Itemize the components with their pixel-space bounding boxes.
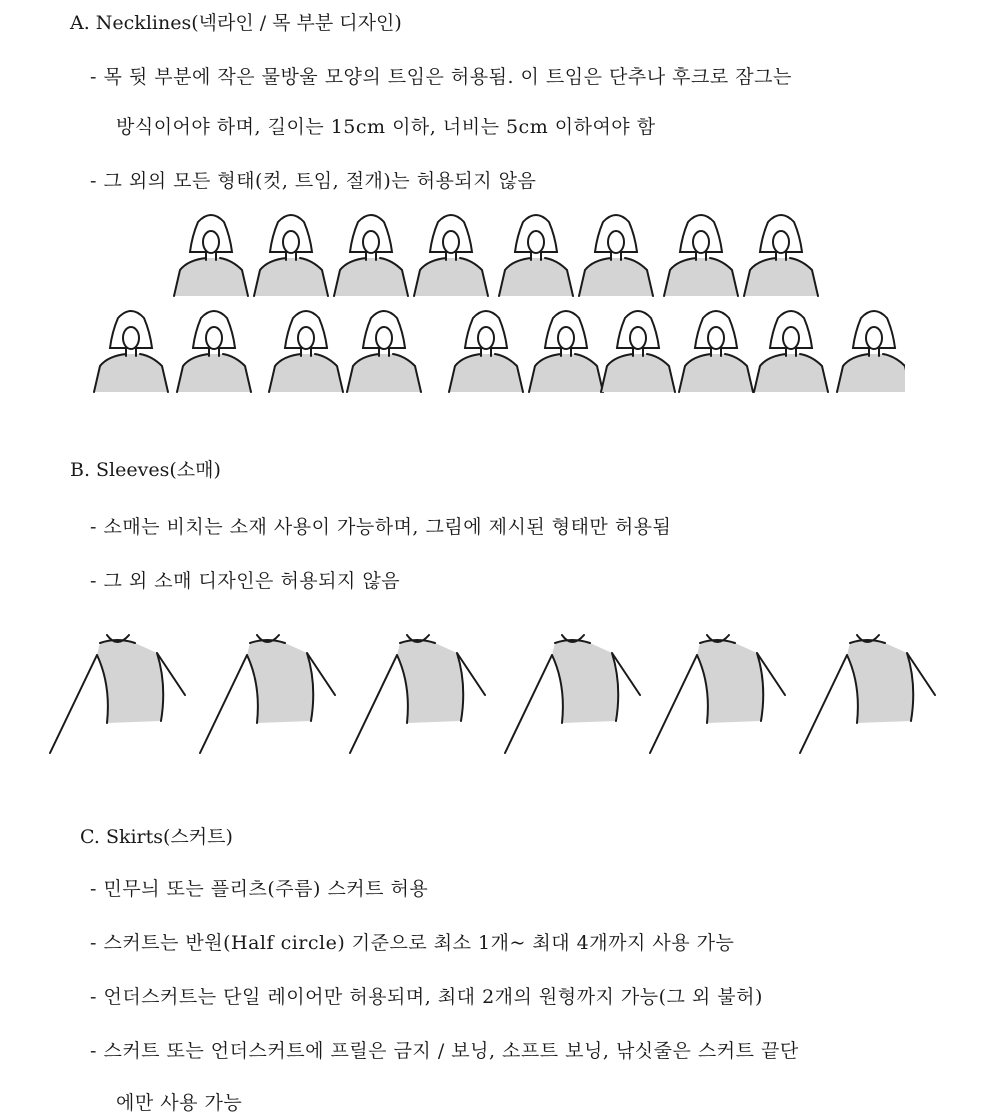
neckline-illustration-row-1	[160, 210, 820, 300]
sleeves-bullet-2: - 그 외 소매 디자인은 허용되지 않음	[90, 570, 401, 592]
sleeves-heading: B. Sleeves(소매)	[70, 459, 221, 481]
skirts-heading: C. Skirts(스커트)	[80, 826, 233, 848]
necklines-bullet-1: - 목 뒷 부분에 작은 물방울 모양의 트임은 허용됨. 이 트임은 단추나 후크로 잠그는	[90, 66, 792, 88]
necklines-heading: A. Necklines(넥라인 / 목 부분 디자인)	[70, 12, 402, 34]
skirts-bullet-4-cont: 에만 사용 가능	[116, 1092, 243, 1114]
sleeves-bullet-1: - 소매는 비치는 소재 사용이 가능하며, 그림에 제시된 형태만 허용됨	[90, 516, 672, 538]
skirts-bullet-2: - 스커트는 반원(Half circle) 기준으로 최소 1개~ 최대 4개까지 사용 가능	[90, 932, 735, 954]
necklines-bullet-2: - 그 외의 모든 형태(컷, 트임, 절개)는 허용되지 않음	[90, 170, 537, 192]
skirts-bullet-4: - 스커트 또는 언더스커트에 프릴은 금지 / 보닝, 소프트 보닝, 낚싯줄은 스커트 끝단	[90, 1040, 799, 1062]
neckline-illustration-row-2	[85, 308, 905, 396]
skirts-bullet-1: - 민무늬 또는 플리츠(주름) 스커트 허용	[90, 878, 429, 900]
sleeve-illustration-row	[45, 625, 950, 765]
skirts-bullet-3: - 언더스커트는 단일 레이어만 허용되며, 최대 2개의 원형까지 가능(그 외 불허)	[90, 986, 763, 1008]
necklines-bullet-1-cont: 방식이어야 하며, 길이는 15cm 이하, 너비는 5cm 이하여야 함	[116, 116, 656, 138]
